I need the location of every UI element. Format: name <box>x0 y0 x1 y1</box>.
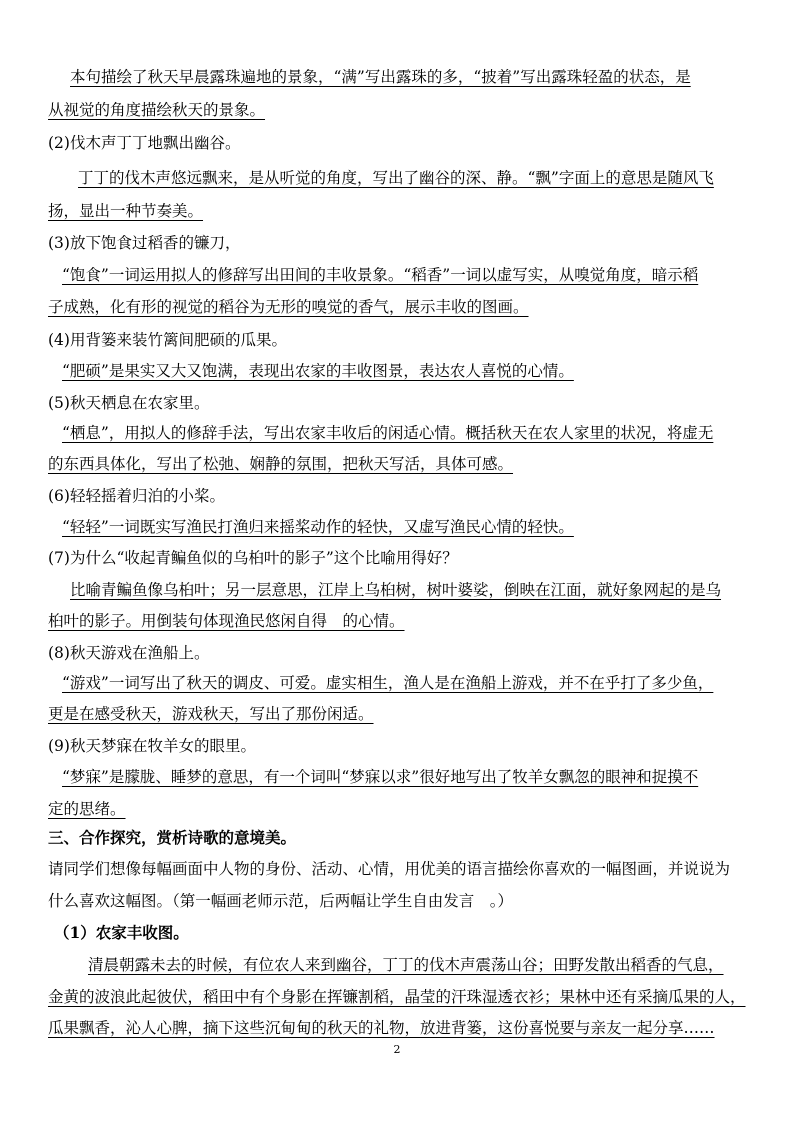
question-6: (6)轻轻摇着归泊的小桨。 <box>48 487 225 505</box>
instruction-line-b: 什么喜欢这幅图。（第一幅画老师示范，后两幅让学生自由发言 。） <box>48 892 514 910</box>
answer-line-8-b: 更是在感受秋天，游戏秋天，写出了那份闲适。 <box>48 705 374 723</box>
answer-line-5-b: 的东西具体化，写出了松弛、娴静的氛围，把秋天写活，具体可感。 <box>48 455 514 473</box>
question-5: (5)秋天栖息在农家里。 <box>48 394 210 412</box>
answer-line-2-a: 丁丁的伐木声悠远飘来，是从听觉的角度，写出了幽谷的深、静。“飘”字面上的意思是随风飞 <box>78 169 714 187</box>
description-line-b: 金黄的波浪此起彼伏，稻田中有个身影在挥镰割稻，晶莹的汗珠湿透衣衫；果林中还有采摘瓜果的人， <box>48 988 746 1006</box>
answer-line-6: “轻轻”一词既实写渔民打渔归来摇桨动作的轻快，又虚写渔民心情的轻快。 <box>62 518 574 536</box>
question-9: (9)秋天梦寐在牧羊女的眼里。 <box>48 737 256 755</box>
question-8: (8)秋天游戏在渔船上。 <box>48 644 210 662</box>
answer-line-7-b: 桕叶的影子。用倒装句体现渔民悠闲自得 的心情。 <box>48 612 405 630</box>
instruction-line-a: 请同学们想像每幅画面中人物的身份、活动、心情，用优美的语言描绘你喜欢的一幅图画，并说说为 <box>48 860 731 878</box>
question-4: (4)用背篓来装竹篱间肥硕的瓜果。 <box>48 331 287 349</box>
section-heading: 三、合作探究，赏析诗歌的意境美。 <box>48 828 297 847</box>
question-7: (7)为什么“收起青鳊鱼似的乌桕叶的影子”这个比喻用得好？ <box>48 549 458 567</box>
answer-line-2-b: 扬，显出一种节奏美。 <box>48 202 204 220</box>
subheading-harvest: （1）农家丰收图。 <box>54 923 189 942</box>
answer-line-7-a: 比喻青鳊鱼像乌桕叶；另一层意思，江岸上乌桕树，树叶婆娑，倒映在江面，就好象网起的是乌 <box>70 581 722 599</box>
page-number: 2 <box>393 1043 401 1056</box>
description-line-c: 瓜果飘香，沁人心脾，摘下这些沉甸甸的秋天的礼物，放进背篓，这份喜悦要与亲友一起分享…… <box>48 1019 715 1037</box>
answer-line-3-a: “饱食”一词运用拟人的修辞写出田间的丰收景象。“稻香”一词以虚写实，从嗅觉角度，暗示稻 <box>62 266 699 284</box>
answer-line-9-b: 定的思绪。 <box>48 800 126 818</box>
question-3: (3)放下饱食过稻香的镰刀， <box>48 234 241 252</box>
answer-line-3-b: 子成熟，化有形的视觉的稻谷为无形的嗅觉的香气，展示丰收的图画。 <box>48 298 529 316</box>
answer-line-1-b: 从视觉的角度描绘秋天的景象。 <box>48 101 266 119</box>
answer-line-8-a: “游戏”一词写出了秋天的调皮、可爱。虚实相生，渔人是在渔船上游戏，并不在乎打了多少鱼， <box>62 674 714 692</box>
description-line-a: 清晨朝露未去的时候，有位农人来到幽谷，丁丁的伐木声震荡山谷；田野发散出稻香的气息， <box>88 956 724 974</box>
answer-line-9-a: “梦寐”是朦胧、睡梦的意思，有一个词叫“梦寐以求”很好地写出了牧羊女飘忽的眼神和捉摸不 <box>62 768 699 786</box>
answer-line-1-a: 本句描绘了秋天早晨露珠遍地的景象，“满”写出露珠的多，“披着”写出露珠轻盈的状态，是 <box>70 68 691 86</box>
answer-line-4: “肥硕”是果实又大又饱满，表现出农家的丰收图景，表达农人喜悦的心情。 <box>62 362 574 380</box>
question-2: (2)伐木声丁丁地飘出幽谷。 <box>48 134 241 152</box>
answer-line-5-a: “栖息”，用拟人的修辞手法，写出农家丰收后的闲适心情。概括秋天在农人家里的状况，将虚无 <box>62 424 714 442</box>
